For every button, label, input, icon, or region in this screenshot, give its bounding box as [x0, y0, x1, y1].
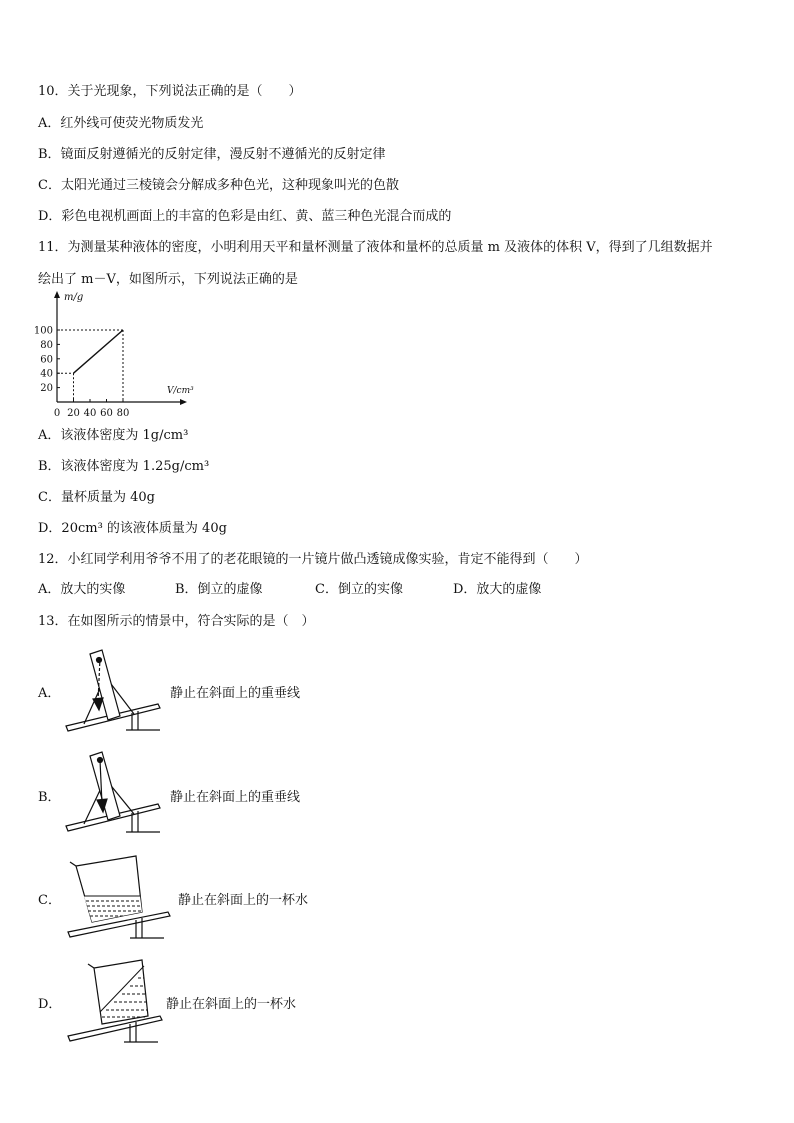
q11-stem-line2: 绘出了 m－V，如图所示，下列说法正确的是 — [38, 272, 298, 287]
y-tick-label-4: 100 — [33, 325, 53, 337]
q10-option-d: D．彩色电视机画面上的丰富的色彩是由红、黄、蓝三种色光混合而成的 — [38, 209, 452, 224]
q13-figure-d-label: D． — [38, 997, 62, 1012]
y-tick-label-1: 40 — [40, 368, 53, 380]
q13-figure-b-diagram — [62, 748, 167, 838]
q11-stem-line1: 11．为测量某种液体的密度，小明利用天平和量杯测量了液体和量杯的总质量 m 及液体的体积 V，得到了几组数据并 — [38, 240, 713, 255]
q10-option-c: C．太阳光通过三棱镜会分解成多种色光，这种现象叫光的色散 — [38, 178, 399, 193]
x-tick-label-0: 0 — [53, 408, 61, 419]
q11-option-b: B．该液体密度为 1.25g/cm³ — [38, 459, 210, 474]
q12-option-a: A．放大的实像 — [38, 582, 126, 597]
x-tick-label-3: 60 — [100, 408, 113, 419]
q12-stem: 12．小红同学利用爷爷不用了的老花眼镜的一片镜片做凸透镜成像实验，肯定不能得到（ ） — [38, 552, 588, 567]
x-axis-label: V/cm³ — [167, 386, 194, 396]
q13-figure-b-caption: 静止在斜面上的重垂线 — [170, 790, 301, 805]
q11-option-a: A．该液体密度为 1g/cm³ — [38, 428, 189, 443]
q11-option-d: D．20cm³ 的该液体质量为 40g — [38, 521, 227, 536]
x-tick-label-1: 20 — [67, 408, 80, 419]
q13-figure-d-caption: 静止在斜面上的一杯水 — [166, 997, 297, 1012]
q13-figure-d-diagram — [64, 958, 168, 1048]
q10-option-b: B．镜面反射遵循光的反射定律，漫反射不遵循光的反射定律 — [38, 147, 386, 162]
q12-option-b: B．倒立的虚像 — [175, 582, 263, 597]
q13-stem: 13．在如图所示的情景中，符合实际的是（ ） — [38, 614, 315, 629]
q11-option-c: C．量杯质量为 40g — [38, 490, 155, 505]
x-tick-label-2: 40 — [83, 408, 97, 419]
mass-volume-chart — [30, 290, 200, 420]
y-tick-label-3: 80 — [40, 339, 53, 351]
q13-figure-a-diagram — [62, 644, 167, 734]
q12-option-c: C．倒立的实像 — [315, 582, 403, 597]
y-axis-arrow — [54, 291, 60, 298]
q10-option-a: A．红外线可使荧光物质发光 — [38, 116, 204, 131]
y-tick-label-0: 20 — [40, 383, 53, 395]
q12-options-row — [38, 582, 541, 598]
q13-figure-a-label: A． — [38, 686, 61, 701]
y-axis-label: m/g — [64, 292, 84, 303]
x-axis-arrow — [180, 399, 187, 405]
y-tick-label-2: 60 — [40, 354, 53, 366]
q13-figure-c-label: C． — [38, 893, 61, 908]
q13-figure-a-caption: 静止在斜面上的重垂线 — [170, 686, 301, 701]
q13-figure-c-diagram — [64, 854, 174, 944]
q13-figure-b-label: B． — [38, 790, 61, 805]
x-tick-label-4: 80 — [116, 408, 130, 419]
series-line-0 — [74, 330, 124, 373]
q12-option-d: D．放大的虚像 — [453, 582, 542, 597]
q10-stem: 10．关于光现象，下列说法正确的是（ ） — [38, 84, 302, 99]
q13-figure-c-caption: 静止在斜面上的一杯水 — [178, 893, 309, 908]
